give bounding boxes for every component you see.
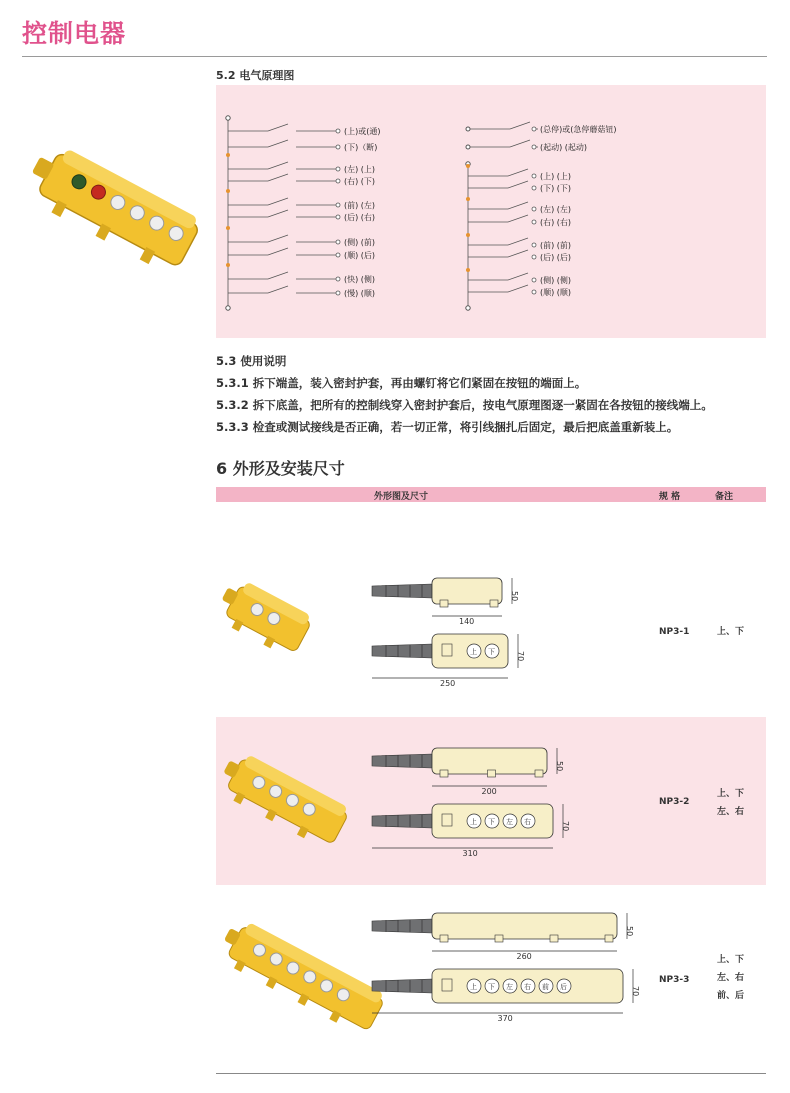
note-np3-3: [717, 951, 744, 1005]
wiring-label-right: (顺) (顺): [540, 288, 572, 297]
wiring-label-right: (上) (上): [540, 172, 572, 181]
dim-length-top: 260: [516, 952, 532, 961]
switch-contact: [508, 215, 528, 222]
top-divider: [22, 56, 767, 57]
section-5-2-heading: 5.2 电气原理图: [216, 69, 295, 82]
dim-length-top: 200: [481, 787, 497, 796]
model-np3-2: NP3-2: [659, 797, 690, 807]
terminal: [336, 215, 340, 219]
dimension-table-header: [216, 487, 766, 502]
mounting-tab: [488, 770, 496, 777]
header-note: 备注: [715, 492, 734, 502]
terminal: [336, 179, 340, 183]
button-label: 后: [560, 983, 567, 991]
usage-item-1: 5.3.1 拆下端盖，装入密封护套，再由螺钉将它们紧固在按钮的端面上。: [216, 376, 587, 390]
dim-length-bottom: 310: [462, 849, 478, 858]
wiring-label-right: (后) (后): [540, 253, 572, 262]
dim-height-top: 50: [625, 926, 634, 937]
dim-height-bottom: 70: [631, 986, 640, 997]
terminal: [466, 127, 470, 131]
mounting-tab: [550, 935, 558, 942]
switch-contact: [508, 285, 528, 292]
wiring-label-left: (右) (下): [344, 177, 376, 186]
mounting-tab: [490, 600, 498, 607]
product-photo-np3-3: [215, 928, 365, 1038]
wiring-label-right: (左) (左): [540, 205, 572, 214]
terminal: [532, 127, 536, 131]
product-photo-np3-1: [215, 578, 325, 668]
usage-item-3: 5.3.3 检查或测试接线是否正确，若一切正常，将引线捆扎后固定，最后把底盖重新装上。: [216, 420, 679, 434]
pendant-body: [215, 916, 388, 1038]
button-label: 上: [470, 818, 477, 826]
note-line: 左、右: [717, 973, 745, 983]
dim-length-top: 140: [459, 617, 475, 626]
junction-dot: [226, 189, 230, 193]
switch-contact: [268, 140, 288, 147]
wiring-label-left: (左) (上): [344, 165, 376, 174]
wiring-diagram: [216, 85, 766, 338]
junction-dot: [466, 197, 470, 201]
dim-height-bottom: 70: [516, 651, 525, 662]
wiring-label-right-top: (起动) (起动): [540, 143, 588, 152]
switch-contact: [268, 272, 288, 279]
dim-height-bottom: 70: [561, 821, 570, 832]
dimension-drawing-np3-2: [370, 740, 590, 862]
terminal: [532, 220, 536, 224]
section-6-heading: 6 外形及安装尺寸: [216, 459, 345, 478]
terminal: [532, 290, 536, 294]
note-line: 上、下: [717, 627, 745, 637]
note-line: 上、下: [717, 955, 745, 965]
usage-item-2: 5.3.2 拆下底盖，把所有的控制线穿入密封护套后，按电气原理图逐一紧固在各按钮的接线端上。: [216, 398, 713, 412]
header-spec: 规 格: [659, 492, 681, 502]
note-line: 前、后: [717, 991, 745, 1001]
wiring-label-left: (下)（断): [344, 143, 378, 152]
cable-sleeve: [372, 644, 432, 658]
switch-contact: [268, 174, 288, 181]
terminal: [336, 167, 340, 171]
wiring-label-right: (下) (下): [540, 184, 572, 193]
cable-sleeve: [372, 814, 432, 828]
switch-contact: [268, 162, 288, 169]
model-np3-3: NP3-3: [659, 975, 690, 985]
dimension-drawing-np3-1: [370, 570, 530, 688]
wiring-label-left: (快) (侧): [344, 275, 376, 284]
switch-contact: [508, 169, 528, 176]
terminal: [336, 145, 340, 149]
mounting-tab: [440, 770, 448, 777]
button-label: 下: [488, 648, 495, 656]
wiring-label-left: (慢) (顺): [344, 289, 376, 298]
terminal: [532, 145, 536, 149]
terminal: [532, 207, 536, 211]
cable-sleeve: [372, 754, 432, 768]
mounting-tab: [495, 935, 503, 942]
switch-contact: [268, 248, 288, 255]
wiring-label-left: (上)或(通): [344, 127, 381, 136]
junction-dot: [466, 268, 470, 272]
pendant-body: [214, 748, 351, 851]
terminal: [336, 240, 340, 244]
button-label: 前: [542, 983, 549, 991]
cable-sleeve: [372, 919, 432, 933]
page-title: 控制电器: [22, 19, 127, 48]
switch-contact: [508, 273, 528, 280]
switch-contact: [508, 181, 528, 188]
wiring-label-right: (右) (右): [540, 218, 572, 227]
switch-contact: [268, 210, 288, 217]
wiring-label-left: (侧) (前): [344, 238, 376, 247]
switch-contact: [268, 198, 288, 205]
terminal: [336, 203, 340, 207]
terminal: [336, 253, 340, 257]
note-np3-2: [717, 785, 744, 821]
wiring-label-left: (顺) (后): [344, 251, 376, 260]
terminal: [226, 116, 230, 120]
wiring-label-right-top: (总停)或(急停蘑菇钮): [540, 125, 617, 134]
terminal: [466, 306, 470, 310]
dim-length-bottom: 370: [497, 1014, 513, 1023]
switch-contact: [268, 235, 288, 242]
button-label: 下: [488, 818, 495, 826]
mounting-tab: [605, 935, 613, 942]
junction-dot: [466, 164, 470, 168]
wiring-label-right: (侧) (侧): [540, 276, 572, 285]
wiring-label-right: (前) (前): [540, 241, 572, 250]
wiring-label-left: (前) (左): [344, 201, 376, 210]
terminal: [336, 291, 340, 295]
terminal: [532, 255, 536, 259]
cable-sleeve: [372, 584, 432, 598]
switch-contact: [510, 140, 530, 147]
switch-contact: [268, 124, 288, 131]
product-photo-pendant: [30, 140, 200, 280]
mounting-tab: [440, 935, 448, 942]
terminal: [532, 243, 536, 247]
dim-length-bottom: 250: [440, 679, 456, 688]
terminal: [466, 145, 470, 149]
terminal: [532, 174, 536, 178]
switch-contact: [510, 122, 530, 129]
terminal: [336, 129, 340, 133]
pendant-body: [212, 575, 314, 660]
dim-height-top: 50: [555, 761, 564, 772]
bottom-divider: [216, 1073, 766, 1074]
terminal: [226, 306, 230, 310]
dimension-drawing-np3-3: [370, 905, 650, 1045]
button-label: 左: [506, 983, 513, 991]
junction-dot: [226, 263, 230, 267]
note-line: 左、右: [717, 807, 745, 817]
note-np3-1: [717, 623, 744, 641]
switch-contact: [508, 238, 528, 245]
button-label: 右: [524, 818, 531, 826]
switch-contact: [508, 250, 528, 257]
terminal: [336, 277, 340, 281]
junction-dot: [226, 226, 230, 230]
button-label: 右: [524, 983, 531, 991]
enclosure-side-view: [432, 913, 617, 939]
switch-contact: [268, 286, 288, 293]
product-photo-np3-2: [215, 758, 355, 858]
switch-contact: [508, 202, 528, 209]
junction-dot: [226, 153, 230, 157]
mounting-tab: [440, 600, 448, 607]
wiring-label-left: (后) (右): [344, 213, 376, 222]
dim-height-top: 50: [510, 591, 519, 602]
mounting-tab: [535, 770, 543, 777]
junction-dot: [466, 233, 470, 237]
cable-sleeve: [372, 979, 432, 993]
note-line: 上、下: [717, 789, 745, 799]
header-shape: 外形图及尺寸: [374, 492, 429, 502]
button-label: 下: [488, 983, 495, 991]
terminal: [532, 186, 536, 190]
section-5-3-heading: 5.3 使用说明: [216, 354, 287, 368]
model-np3-1: NP3-1: [659, 627, 690, 637]
button-label: 左: [506, 818, 513, 826]
terminal: [532, 278, 536, 282]
button-label: 上: [470, 648, 477, 656]
button-label: 上: [470, 983, 477, 991]
